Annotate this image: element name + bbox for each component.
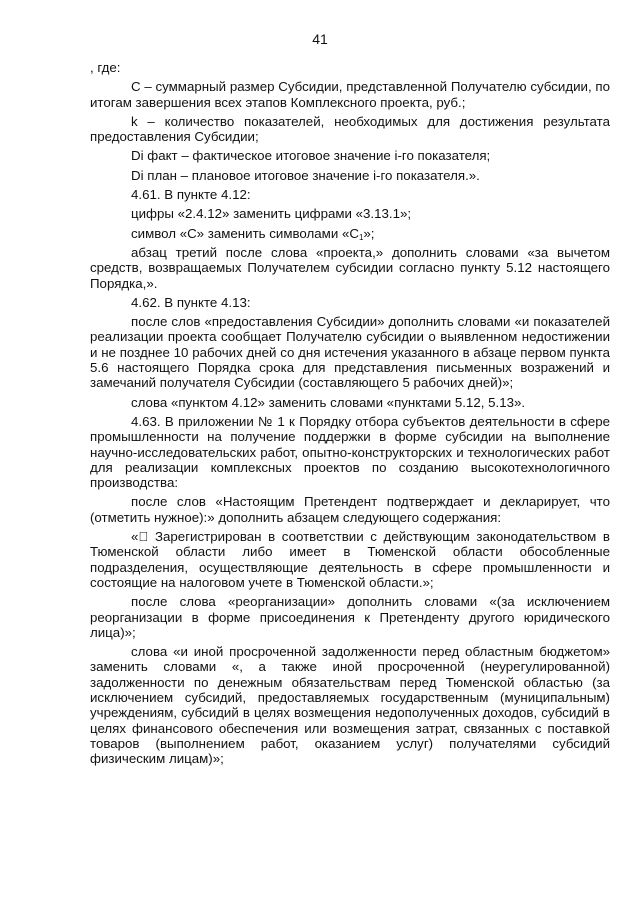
paragraph-after-words-subsidy: после слов «предоставления Субсидии» дополнить словами «и показателей реализации проекта сообщает Получателю субсидии о выявленном недостижении и не позднее 10 рабочих дней со дня истечения указанного в абзаце первом пункта 5.6 настоящего Порядка срока для представления письменных возражений и замечаний получателя Субсидии (составляющего 5 рабочих дней)»; <box>90 314 610 391</box>
page-number: 41 <box>312 31 328 47</box>
paragraph-c-definition: C – суммарный размер Субсидии, представленной Получателю субсидии, по итогам завершения всех этапов Комплексного проекта, руб.; <box>90 79 610 110</box>
paragraph-di-plan: Di план – плановое итоговое значение i-го показателя.». <box>131 167 480 183</box>
paragraph-registered: « Зарегистрирован в соответствии с действующим законодательством в Тюменской области либо имеет в Тюменской области обособленные подразделения, осуществляющие деятельность в сфере промышленности и состоящие на налоговом учете в Тюменской области.»; <box>90 529 610 590</box>
document-body <box>90 60 610 770</box>
symbol-subscript: 1 <box>358 232 364 242</box>
symbol-replace-text: символ «C» заменить символами «C <box>131 225 359 241</box>
paragraph-after-words-declares: после слов «Настоящим Претендент подтверждает и декларирует, что (отметить нужное):» дополнить абзацем следующего содержания: <box>90 494 610 525</box>
paragraph-where: , где: <box>90 60 121 75</box>
paragraph-item-4-62: 4.62. В пункте 4.13: <box>131 294 251 310</box>
paragraph-third-abzac: абзац третий после слова «проекта,» дополнить словами «за вычетом средств, возвращаемых Получателем субсидии согласно пункту 5.12 настоящего Порядка,». <box>90 244 610 291</box>
paragraph-debt-replace: слова «и иной просроченной задолженности перед областным бюджетом» заменить словами «, а также иной просроченной (неурегулированной) задолженности по денежным обязательствам перед Тюменской областью (за исключением субсидий, предоставляемых государственным (муниципальным) учреждениям, субсидий в целях возмещения недополученных доходов, субсидий в целях финансового обеспечения или возмещения затрат, связанных с поставкой товаров (выполнением работ, оказанием услуг) получателями субсидий физическим лицам)»; <box>90 644 610 767</box>
paragraph-item-4-63: 4.63. В приложении № 1 к Порядку отбора субъектов деятельности в сфере промышленности на получение поддержки в форме субсидии на выполнение научно-исследовательских работ, опытно-конструкторских и технологических работ для реализации комплексных проектов по созданию высокотехнологичного производства: <box>90 413 610 491</box>
paragraph-digits-replace: цифры «2.4.12» заменить цифрами «3.13.1»; <box>131 206 412 222</box>
symbol-replace-end: »; <box>363 225 375 241</box>
paragraph-reorganization: после слова «реорганизации» дополнить словами «(за исключением реорганизации в форме присоединения к Претенденту другого юридического лица)»; <box>90 594 610 640</box>
paragraph-item-4-61: 4.61. В пункте 4.12: <box>131 187 251 203</box>
paragraph-di-fact: Di факт – фактическое итоговое значение i-го показателя; <box>131 148 491 164</box>
paragraph-words-replace: слова «пунктом 4.12» заменить словами «пунктами 5.12, 5.13». <box>131 394 526 410</box>
paragraph-symbol-replace <box>90 226 610 241</box>
paragraph-k-definition: k – количество показателей, необходимых для достижения результата предоставления Субсидии; <box>90 113 610 145</box>
